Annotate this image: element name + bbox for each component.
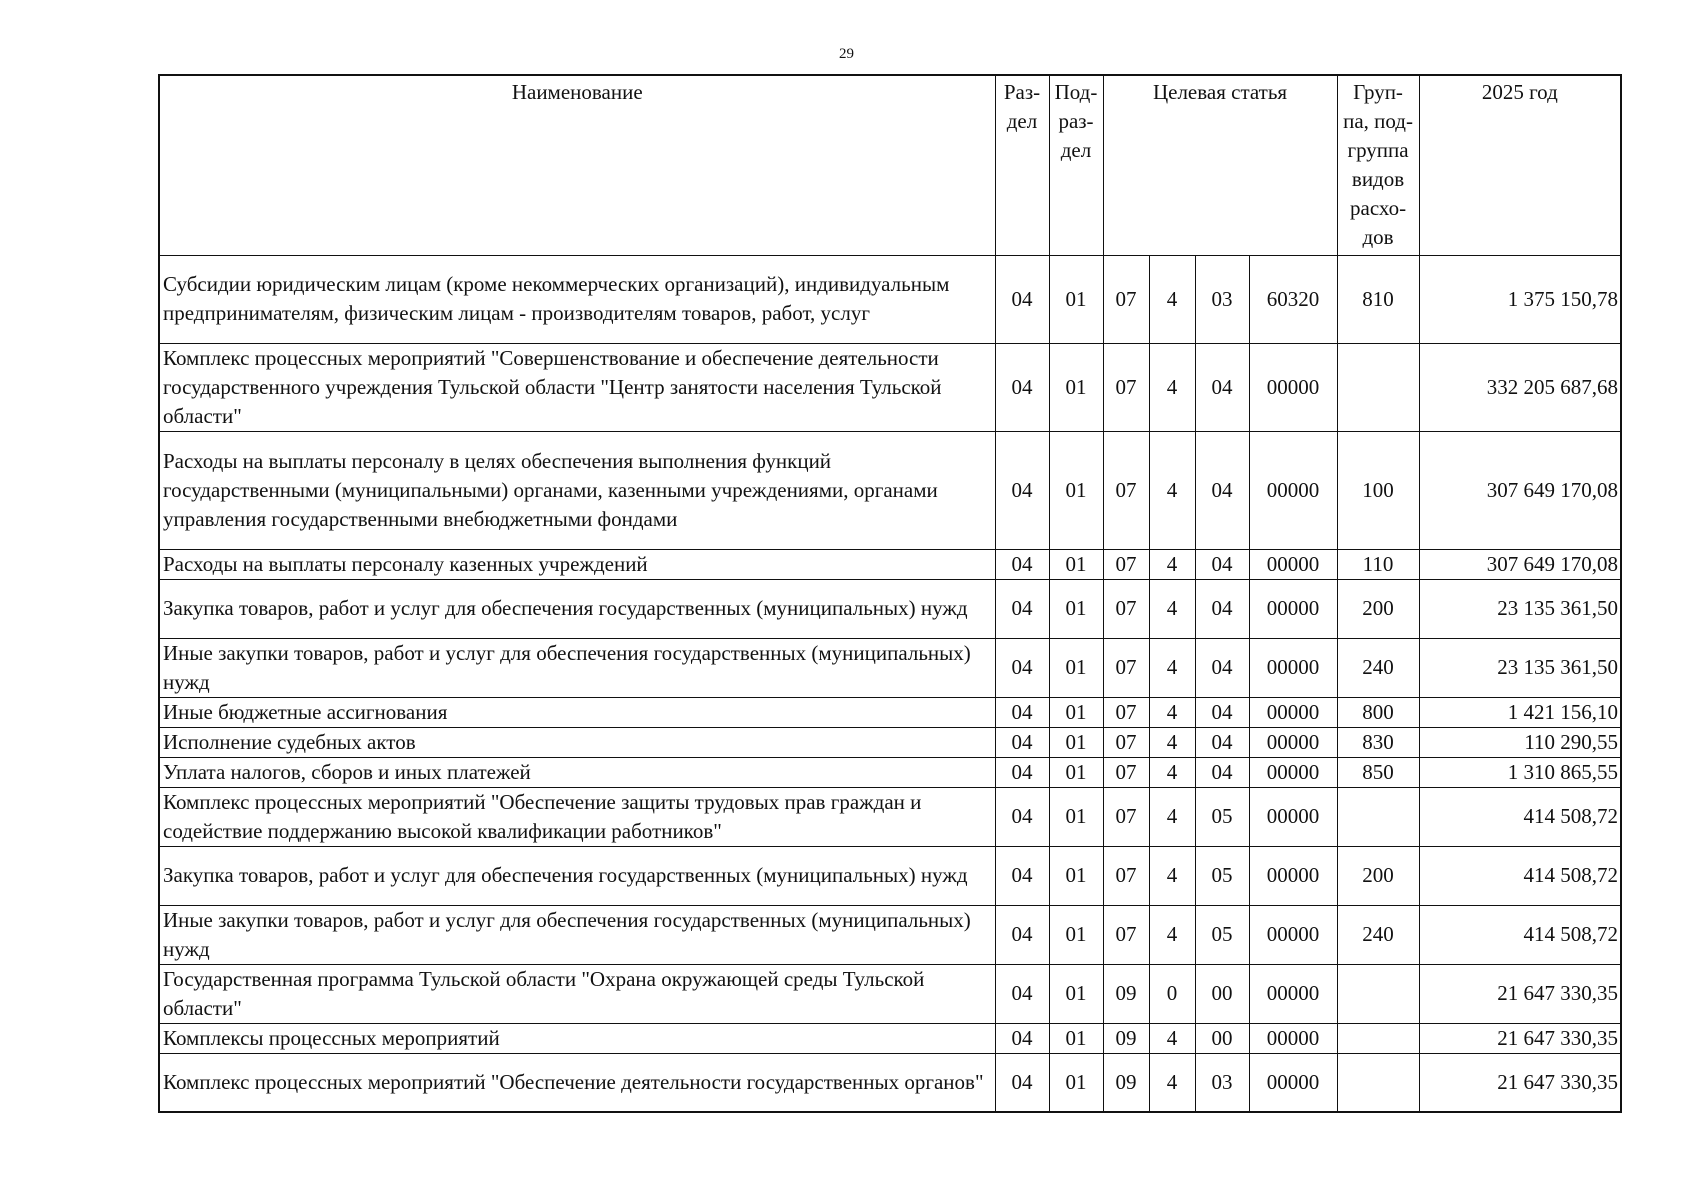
row-target-program: 09: [1103, 1053, 1149, 1112]
row-target-type: 4: [1149, 905, 1195, 964]
row-target-direction: 00000: [1249, 846, 1337, 905]
table-row: [159, 1053, 1621, 1112]
row-subsection: 01: [1049, 431, 1103, 549]
row-expense-group: 240: [1337, 905, 1419, 964]
row-name: Уплата налогов, сборов и иных платежей: [159, 757, 995, 787]
table-row: [159, 343, 1621, 431]
row-target-program: 07: [1103, 787, 1149, 846]
row-target-type: 4: [1149, 727, 1195, 757]
row-amount: 1 421 156,10: [1419, 697, 1621, 727]
row-section: 04: [995, 255, 1049, 343]
row-amount: 21 647 330,35: [1419, 1023, 1621, 1053]
row-amount: 21 647 330,35: [1419, 1053, 1621, 1112]
row-section: 04: [995, 343, 1049, 431]
row-subsection: 01: [1049, 1023, 1103, 1053]
row-section: 04: [995, 846, 1049, 905]
row-name: Субсидии юридическим лицам (кроме некоммерческих организаций), индивидуальным предпринимателям, физическим лицам - производителям товаров, работ, услуг: [159, 255, 995, 343]
row-subsection: 01: [1049, 1053, 1103, 1112]
row-section: 04: [995, 727, 1049, 757]
table-row: [159, 905, 1621, 964]
row-amount: 307 649 170,08: [1419, 549, 1621, 579]
row-name: Расходы на выплаты персоналу казенных учреждений: [159, 549, 995, 579]
row-target-direction: 00000: [1249, 638, 1337, 697]
row-target-direction: 00000: [1249, 579, 1337, 638]
table-row: [159, 255, 1621, 343]
row-target-direction: 00000: [1249, 757, 1337, 787]
row-section: 04: [995, 1023, 1049, 1053]
row-section: 04: [995, 579, 1049, 638]
row-expense-group: 830: [1337, 727, 1419, 757]
row-name: Расходы на выплаты персоналу в целях обеспечения выполнения функций государственными (муниципальными) органами, казенными учреждениями, органами управления государственными внебюджетными фондами: [159, 431, 995, 549]
row-target-complex: 05: [1195, 846, 1249, 905]
row-target-program: 07: [1103, 549, 1149, 579]
row-target-complex: 04: [1195, 431, 1249, 549]
row-target-type: 4: [1149, 757, 1195, 787]
table-row: [159, 549, 1621, 579]
table-row: [159, 727, 1621, 757]
row-target-type: 4: [1149, 697, 1195, 727]
page-number: 29: [839, 46, 854, 62]
row-target-type: 0: [1149, 964, 1195, 1023]
row-target-type: 4: [1149, 638, 1195, 697]
row-expense-group: [1337, 964, 1419, 1023]
row-name: Исполнение судебных актов: [159, 727, 995, 757]
row-amount: 23 135 361,50: [1419, 579, 1621, 638]
row-target-type: 4: [1149, 1023, 1195, 1053]
row-target-program: 07: [1103, 697, 1149, 727]
row-target-type: 4: [1149, 255, 1195, 343]
row-target-direction: 60320: [1249, 255, 1337, 343]
row-target-direction: 00000: [1249, 727, 1337, 757]
row-section: 04: [995, 787, 1049, 846]
row-section: 04: [995, 431, 1049, 549]
row-expense-group: 110: [1337, 549, 1419, 579]
row-target-complex: 05: [1195, 905, 1249, 964]
row-name: Иные закупки товаров, работ и услуг для обеспечения государственных (муниципальных) нужд: [159, 638, 995, 697]
row-subsection: 01: [1049, 549, 1103, 579]
header-year: 2025 год: [1419, 75, 1621, 255]
row-amount: 332 205 687,68: [1419, 343, 1621, 431]
row-target-direction: 00000: [1249, 1023, 1337, 1053]
row-section: 04: [995, 638, 1049, 697]
row-amount: 1 375 150,78: [1419, 255, 1621, 343]
row-amount: 1 310 865,55: [1419, 757, 1621, 787]
row-expense-group: [1337, 787, 1419, 846]
row-target-type: 4: [1149, 549, 1195, 579]
row-name: Государственная программа Тульской области "Охрана окружающей среды Тульской области": [159, 964, 995, 1023]
row-name: Комплексы процессных мероприятий: [159, 1023, 995, 1053]
row-target-program: 09: [1103, 1023, 1149, 1053]
row-section: 04: [995, 1053, 1049, 1112]
row-target-complex: 03: [1195, 1053, 1249, 1112]
row-target-type: 4: [1149, 431, 1195, 549]
table-row: [159, 1023, 1621, 1053]
row-section: 04: [995, 757, 1049, 787]
row-subsection: 01: [1049, 727, 1103, 757]
row-amount: 307 649 170,08: [1419, 431, 1621, 549]
row-target-program: 07: [1103, 757, 1149, 787]
table-row: [159, 431, 1621, 549]
row-expense-group: [1337, 343, 1419, 431]
row-target-complex: 04: [1195, 727, 1249, 757]
row-target-program: 07: [1103, 579, 1149, 638]
row-subsection: 01: [1049, 579, 1103, 638]
row-expense-group: [1337, 1023, 1419, 1053]
row-subsection: 01: [1049, 255, 1103, 343]
row-name: Комплекс процессных мероприятий "Обеспечение защиты трудовых прав граждан и содействие поддержанию высокой квалификации работников": [159, 787, 995, 846]
row-subsection: 01: [1049, 697, 1103, 727]
row-target-complex: 04: [1195, 579, 1249, 638]
row-target-direction: 00000: [1249, 905, 1337, 964]
row-name: Иные бюджетные ассигнования: [159, 697, 995, 727]
row-subsection: 01: [1049, 757, 1103, 787]
row-target-type: 4: [1149, 1053, 1195, 1112]
table-row: [159, 787, 1621, 846]
row-target-direction: 00000: [1249, 964, 1337, 1023]
row-target-type: 4: [1149, 579, 1195, 638]
row-name: Закупка товаров, работ и услуг для обеспечения государственных (муниципальных) нужд: [159, 846, 995, 905]
row-target-direction: 00000: [1249, 549, 1337, 579]
row-expense-group: 850: [1337, 757, 1419, 787]
row-expense-group: [1337, 1053, 1419, 1112]
header-subsection: Под- раз- дел: [1049, 75, 1103, 255]
row-target-complex: 04: [1195, 549, 1249, 579]
row-amount: 414 508,72: [1419, 787, 1621, 846]
row-target-complex: 00: [1195, 964, 1249, 1023]
row-target-program: 07: [1103, 727, 1149, 757]
row-target-direction: 00000: [1249, 343, 1337, 431]
table-body: [159, 255, 1621, 1112]
row-subsection: 01: [1049, 846, 1103, 905]
row-target-program: 09: [1103, 964, 1149, 1023]
table-row: [159, 638, 1621, 697]
budget-table: [158, 74, 1622, 1113]
row-target-program: 07: [1103, 431, 1149, 549]
row-expense-group: 100: [1337, 431, 1419, 549]
row-amount: 110 290,55: [1419, 727, 1621, 757]
row-target-program: 07: [1103, 343, 1149, 431]
header-name: Наименование: [159, 75, 995, 255]
row-target-program: 07: [1103, 255, 1149, 343]
row-subsection: 01: [1049, 343, 1103, 431]
row-target-type: 4: [1149, 846, 1195, 905]
header-expense-group: Груп- па, под- группа видов расхо- дов: [1337, 75, 1419, 255]
table-row: [159, 964, 1621, 1023]
row-amount: 414 508,72: [1419, 905, 1621, 964]
row-target-complex: 03: [1195, 255, 1249, 343]
table-row: [159, 579, 1621, 638]
row-target-type: 4: [1149, 343, 1195, 431]
row-section: 04: [995, 549, 1049, 579]
row-expense-group: 200: [1337, 846, 1419, 905]
row-target-direction: 00000: [1249, 431, 1337, 549]
row-target-complex: 04: [1195, 757, 1249, 787]
row-amount: 414 508,72: [1419, 846, 1621, 905]
row-name: Закупка товаров, работ и услуг для обеспечения государственных (муниципальных) нужд: [159, 579, 995, 638]
row-target-complex: 05: [1195, 787, 1249, 846]
row-subsection: 01: [1049, 905, 1103, 964]
row-section: 04: [995, 905, 1049, 964]
row-target-program: 07: [1103, 638, 1149, 697]
row-target-program: 07: [1103, 905, 1149, 964]
row-target-complex: 04: [1195, 638, 1249, 697]
row-expense-group: 800: [1337, 697, 1419, 727]
row-name: Комплекс процессных мероприятий "Совершенствование и обеспечение деятельности государственного учреждения Тульской области "Центр занятости населения Тульской области": [159, 343, 995, 431]
row-expense-group: 240: [1337, 638, 1419, 697]
table-row: [159, 697, 1621, 727]
row-amount: 21 647 330,35: [1419, 964, 1621, 1023]
row-section: 04: [995, 964, 1049, 1023]
row-target-complex: 04: [1195, 697, 1249, 727]
row-expense-group: 200: [1337, 579, 1419, 638]
header-target-article: Целевая статья: [1103, 75, 1337, 255]
row-target-type: 4: [1149, 787, 1195, 846]
row-subsection: 01: [1049, 787, 1103, 846]
row-subsection: 01: [1049, 964, 1103, 1023]
table-row: [159, 846, 1621, 905]
row-amount: 23 135 361,50: [1419, 638, 1621, 697]
row-target-direction: 00000: [1249, 787, 1337, 846]
table-row: [159, 757, 1621, 787]
row-subsection: 01: [1049, 638, 1103, 697]
header-row: [159, 75, 1621, 255]
row-target-complex: 00: [1195, 1023, 1249, 1053]
row-target-complex: 04: [1195, 343, 1249, 431]
row-target-direction: 00000: [1249, 697, 1337, 727]
row-target-program: 07: [1103, 846, 1149, 905]
row-expense-group: 810: [1337, 255, 1419, 343]
row-name: Комплекс процессных мероприятий "Обеспечение деятельности государственных органов": [159, 1053, 995, 1112]
header-section: Раз- дел: [995, 75, 1049, 255]
row-section: 04: [995, 697, 1049, 727]
row-name: Иные закупки товаров, работ и услуг для обеспечения государственных (муниципальных) нужд: [159, 905, 995, 964]
row-target-direction: 00000: [1249, 1053, 1337, 1112]
